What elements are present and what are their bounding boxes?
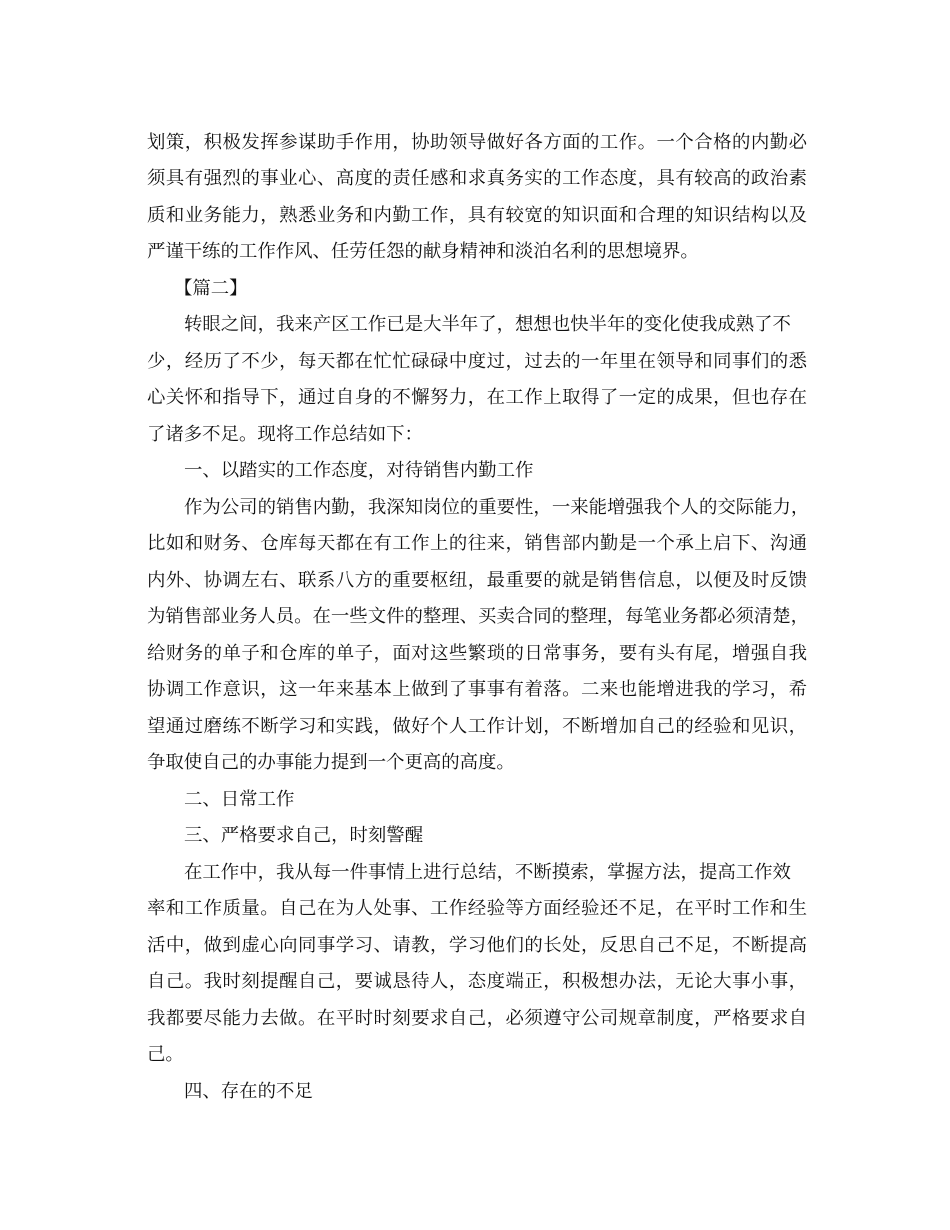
subsection-heading: 四、存在的不足	[184, 1081, 313, 1102]
paragraph-line: 作为公司的销售内勤，我深知岗位的重要性，一来能增强我个人的交际能力，	[184, 497, 810, 518]
paragraph-line: 望通过磨练不断学习和实践，做好个人工作计划，不断增加自己的经验和见识，	[147, 716, 807, 737]
paragraph-line: 严谨干练的工作作风、任劳任怨的献身精神和淡泊名利的思想境界。	[147, 241, 699, 262]
section-heading: 【篇二】	[174, 278, 248, 299]
paragraph-line: 自己。我时刻提醒自己，要诚恳待人，态度端正，积极想办法，无论大事小事，	[147, 971, 807, 992]
paragraph-line: 协调工作意识，这一年来基本上做到了事事有着落。二来也能增进我的学习，希	[147, 679, 807, 700]
paragraph-line: 内外、协调左右、联系八方的重要枢纽，最重要的就是销售信息，以便及时反馈	[147, 570, 807, 591]
paragraph-line: 活中，做到虚心向同事学习、请教，学习他们的长处，反思自己不足，不断提高	[147, 935, 807, 956]
paragraph-line: 心关怀和指导下，通过自身的不懈努力，在工作上取得了一定的成果，但也存在	[147, 387, 807, 408]
paragraph-line: 在工作中，我从每一件事情上进行总结，不断摸索，掌握方法，提高工作效	[184, 862, 791, 883]
subsection-heading: 二、日常工作	[184, 789, 295, 810]
paragraph-line: 率和工作质量。自己在为人处事、工作经验等方面经验还不足，在平时工作和生	[147, 898, 807, 919]
paragraph-line: 争取使自己的办事能力提到一个更高的高度。	[147, 752, 515, 773]
paragraph-line: 少，经历了不少，每天都在忙忙碌碌中度过，过去的一年里在领导和同事们的悉	[147, 351, 807, 372]
paragraph-line: 为销售部业务人员。在一些文件的整理、买卖合同的整理，每笔业务都必须清楚，	[147, 606, 810, 627]
subsection-heading: 三、严格要求自己，时刻警醒	[184, 825, 424, 846]
paragraph-line: 我都要尽能力去做。在平时时刻要求自己，必须遵守公司规章制度，严格要求自	[147, 1008, 807, 1029]
paragraph-line: 划策，积极发挥参谋助手作用，协助领导做好各方面的工作。一个合格的内勤必	[147, 132, 807, 153]
paragraph-line: 比如和财务、仓库每天都在有工作上的往来，销售部内勤是一个承上启下、沟通	[147, 533, 807, 554]
paragraph-line: 给财务的单子和仓库的单子，面对这些繁琐的日常事务，要有头有尾，增强自我	[147, 643, 807, 664]
paragraph-line: 了诸多不足。现将工作总结如下：	[147, 424, 423, 445]
paragraph-line: 质和业务能力，熟悉业务和内勤工作，具有较宽的知识面和合理的知识结构以及	[147, 205, 807, 226]
paragraph-line: 转眼之间，我来产区工作已是大半年了，想想也快半年的变化使我成熟了不	[184, 314, 791, 335]
paragraph-line: 须具有强烈的事业心、高度的责任感和求真务实的工作态度，具有较高的政治素	[147, 168, 807, 189]
subsection-heading: 一、以踏实的工作态度，对待销售内勤工作	[184, 460, 534, 481]
paragraph-line: 己。	[147, 1044, 184, 1065]
